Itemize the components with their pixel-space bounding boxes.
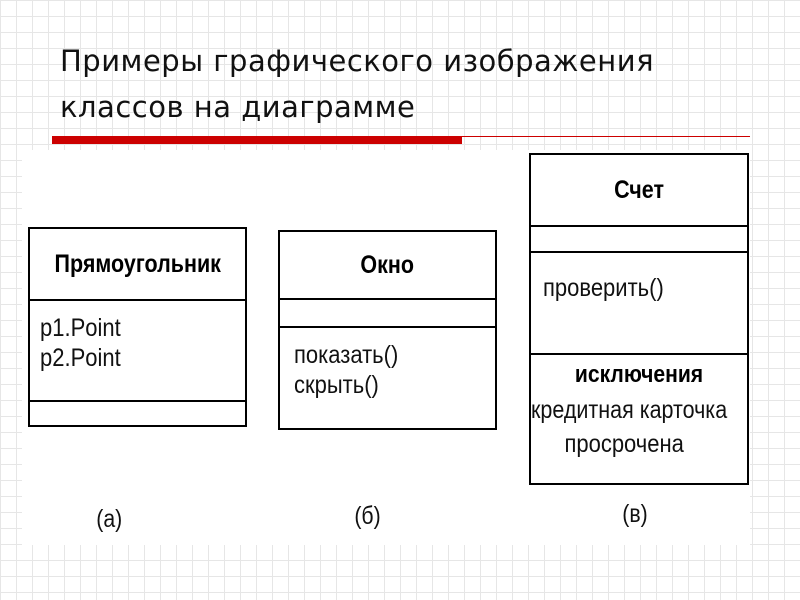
title-underline bbox=[52, 136, 750, 144]
caption-c: (в) bbox=[622, 500, 648, 528]
attribute-item: p1.Point bbox=[40, 314, 121, 342]
class-name: Счет bbox=[614, 175, 664, 204]
class-name: Окно bbox=[360, 250, 415, 279]
operations-compartment bbox=[30, 402, 245, 425]
caption-a: (а) bbox=[96, 505, 123, 533]
uml-class-account bbox=[529, 153, 749, 485]
operation-item: проверить() bbox=[543, 274, 664, 302]
class-name-compartment bbox=[280, 232, 495, 300]
uml-class-window bbox=[278, 230, 497, 430]
class-name-compartment bbox=[531, 155, 747, 227]
exception-item: кредитная карточка bbox=[531, 396, 728, 424]
slide-title-line-2: классов на диаграмме bbox=[60, 90, 416, 124]
attribute-item: p2.Point bbox=[40, 344, 121, 372]
attributes-compartment bbox=[280, 300, 495, 328]
exceptions-compartment bbox=[531, 355, 747, 483]
attributes-compartment bbox=[531, 227, 747, 253]
operations-compartment bbox=[280, 328, 495, 428]
uml-figure bbox=[22, 150, 750, 545]
caption-b: (б) bbox=[354, 502, 381, 530]
exceptions-header: исключения bbox=[574, 361, 704, 388]
operations-compartment bbox=[531, 253, 747, 355]
uml-class-rectangle bbox=[28, 227, 247, 427]
operation-item: показать() bbox=[294, 341, 399, 369]
slide-title-line-1: Примеры графического изображения bbox=[60, 44, 655, 78]
slide-title bbox=[60, 38, 760, 130]
operation-item: скрыть() bbox=[294, 371, 379, 399]
class-name: Прямоугольник bbox=[54, 249, 221, 278]
exception-item: просрочена bbox=[564, 430, 684, 458]
title-underline-thick bbox=[52, 136, 462, 144]
class-name-compartment bbox=[30, 229, 245, 301]
attributes-compartment bbox=[30, 301, 245, 402]
title-underline-thin bbox=[462, 136, 750, 137]
